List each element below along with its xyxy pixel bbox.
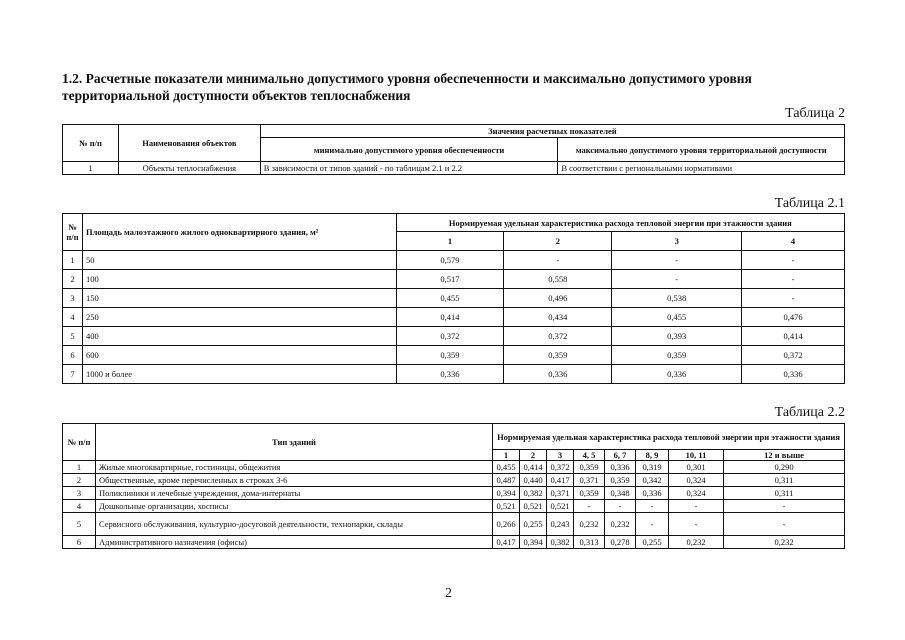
table2-col-min: минимально допустимого уровня обеспеченности: [260, 138, 558, 162]
table21-cell-value: 0,579: [396, 251, 504, 270]
table21-cell-value: 0,372: [504, 327, 612, 346]
table21-floor-2: 2: [504, 232, 612, 251]
table22-cell-value: 0,371: [574, 474, 605, 487]
table22-cell-value: 0,232: [605, 513, 636, 536]
table-row: [63, 289, 845, 308]
table21-cell-area: 150: [82, 289, 396, 308]
table22-cell-num: 5: [63, 513, 96, 536]
table22-cell-value: 0,278: [605, 536, 636, 549]
table22-cell-value: 0,319: [636, 461, 669, 474]
table21-cell-value: 0,496: [504, 289, 612, 308]
table22-floor-header: 2: [520, 450, 547, 461]
table22-cell-value: 0,255: [520, 513, 547, 536]
table22-cell-value: 0,232: [574, 513, 605, 536]
table21-cell-value: 0,393: [612, 327, 742, 346]
table22-cell-value: 0,342: [636, 474, 669, 487]
table21-col-area: Площадь малоэтажного жилого одноквартирного здания, м²: [82, 214, 396, 251]
table21-cell-value: 0,455: [612, 308, 742, 327]
table21-cell-value: 0,558: [504, 270, 612, 289]
table21: [62, 213, 845, 384]
table21-cell-area: 50: [82, 251, 396, 270]
table21-cell-value: 0,336: [612, 365, 742, 384]
table22-cell-value: 0,359: [605, 474, 636, 487]
table21-cell-value: -: [612, 251, 742, 270]
table22-cell-value: 0,301: [669, 461, 724, 474]
table22-cell-value: 0,417: [547, 474, 574, 487]
table22-cell-type: Жилые многоквартирные, гостиницы, общежития: [96, 461, 493, 474]
table21-cell-area: 400: [82, 327, 396, 346]
table22-col-norm: Нормируемая удельная характеристика расхода тепловой энергии при этажности здания: [493, 424, 845, 450]
table22-cell-value: 0,324: [669, 474, 724, 487]
table21-cell-value: -: [742, 270, 845, 289]
table2-col-values: Значения расчетных показателей: [260, 125, 844, 138]
table2-caption: Таблица 2: [785, 106, 845, 121]
table21-floor-1: 1: [396, 232, 504, 251]
table22-cell-value: 0,232: [724, 536, 845, 549]
table21-floor-4: 4: [742, 232, 845, 251]
page-number: 2: [445, 586, 452, 601]
table21-cell-value: 0,538: [612, 289, 742, 308]
table22-cell-value: 0,521: [547, 500, 574, 513]
table21-cell-value: 0,372: [742, 346, 845, 365]
table22-cell-value: -: [636, 500, 669, 513]
table21-cell-value: 0,359: [612, 346, 742, 365]
table-row: [63, 500, 845, 513]
table21-cell-area: 600: [82, 346, 396, 365]
table-row: [63, 474, 845, 487]
table22-cell-value: 0,521: [493, 500, 520, 513]
table22-cell-num: 3: [63, 487, 96, 500]
table22-caption: Таблица 2.2: [774, 405, 845, 420]
table22-cell-type: Общественные, кроме перечисленных в строках 3-6: [96, 474, 493, 487]
table-row: [63, 251, 845, 270]
table22-cell-value: 0,290: [724, 461, 845, 474]
table22-cell-value: 0,255: [636, 536, 669, 549]
table22-cell-value: -: [669, 513, 724, 536]
table21-cell-num: 6: [63, 346, 83, 365]
table22-cell-value: 0,417: [493, 536, 520, 549]
table22-cell-value: 0,311: [724, 474, 845, 487]
table21-cell-value: -: [742, 251, 845, 270]
table22-cell-value: 0,243: [547, 513, 574, 536]
table22-cell-value: -: [636, 513, 669, 536]
table22-cell-value: 0,455: [493, 461, 520, 474]
table22-cell-num: 6: [63, 536, 96, 549]
table22-cell-type: Сервисного обслуживания, культурно-досуговой деятельности, технопарки, склады: [96, 513, 493, 536]
table22-cell-value: 0,487: [493, 474, 520, 487]
table22-cell-num: 1: [63, 461, 96, 474]
table22-cell-value: -: [669, 500, 724, 513]
table2-col-max: максимально допустимого уровня территориальной доступности: [558, 138, 845, 162]
table-row: [63, 513, 845, 536]
table22-col-num: № п/п: [63, 424, 96, 461]
table-row: [63, 536, 845, 549]
table2-cell-num: 1: [63, 162, 119, 175]
table22-floor-header: 12 и выше: [724, 450, 845, 461]
table22-floor-header: 10, 11: [669, 450, 724, 461]
table21-cell-area: 250: [82, 308, 396, 327]
table22-floor-header: 4, 5: [574, 450, 605, 461]
table21-cell-value: 0,336: [396, 365, 504, 384]
table22-cell-num: 4: [63, 500, 96, 513]
table21-cell-value: -: [612, 270, 742, 289]
table21-cell-value: 0,359: [504, 346, 612, 365]
table22-cell-value: 0,394: [493, 487, 520, 500]
table21-cell-value: -: [742, 289, 845, 308]
table-row: [63, 461, 845, 474]
table22-cell-type: Административного назначения (офисы): [96, 536, 493, 549]
table22-cell-value: 0,382: [520, 487, 547, 500]
section-heading: 1.2. Расчетные показатели минимально допустимого уровня обеспеченности и максимально допустимого уровня территориальной доступности объектов теплоснабжения: [62, 71, 752, 103]
table21-cell-num: 5: [63, 327, 83, 346]
table21-cell-value: 0,414: [396, 308, 504, 327]
table21-cell-value: 0,359: [396, 346, 504, 365]
table22-cell-value: 0,440: [520, 474, 547, 487]
table2: [62, 124, 845, 175]
table22-floor-header: 8, 9: [636, 450, 669, 461]
table21-cell-num: 3: [63, 289, 83, 308]
table21-cell-num: 4: [63, 308, 83, 327]
table22-cell-value: 0,336: [605, 461, 636, 474]
table21-cell-num: 1: [63, 251, 83, 270]
table21-cell-num: 2: [63, 270, 83, 289]
table22-cell-value: -: [724, 500, 845, 513]
table22-cell-value: 0,336: [636, 487, 669, 500]
table22: [62, 423, 845, 549]
table-row: [63, 327, 845, 346]
table21-cell-area: 1000 и более: [82, 365, 396, 384]
table2-cell-name: Объекты теплоснабжения: [118, 162, 260, 175]
table21-cell-value: 0,434: [504, 308, 612, 327]
table21-floor-3: 3: [612, 232, 742, 251]
table21-cell-value: 0,517: [396, 270, 504, 289]
table2-cell-max: В соответствии с региональными нормативами: [558, 162, 845, 175]
table21-col-num: № п/п: [63, 214, 83, 251]
table21-cell-value: 0,372: [396, 327, 504, 346]
table22-cell-value: 0,311: [724, 487, 845, 500]
table22-cell-type: Дошкольные организации, хосписы: [96, 500, 493, 513]
table22-cell-value: 0,359: [574, 461, 605, 474]
table21-caption: Таблица 2.1: [774, 196, 845, 211]
table-row: [63, 270, 845, 289]
table21-col-norm: Нормируемая удельная характеристика расхода тепловой энергии при этажности здания: [396, 214, 844, 232]
table22-cell-type: Поликлиники и лечебные учреждения, дома-интернаты: [96, 487, 493, 500]
table22-col-type: Тип зданий: [96, 424, 493, 461]
table22-cell-value: 0,313: [574, 536, 605, 549]
table-row: [63, 308, 845, 327]
table22-floor-header: 3: [547, 450, 574, 461]
table2-cell-min: В зависимости от типов зданий - по таблицам 2.1 и 2.2: [260, 162, 558, 175]
table22-cell-value: 0,359: [574, 487, 605, 500]
table22-floor-header: 1: [493, 450, 520, 461]
table2-col-name: Наименования объектов: [118, 125, 260, 162]
table22-cell-value: -: [605, 500, 636, 513]
table22-cell-value: 0,232: [669, 536, 724, 549]
table21-cell-value: 0,414: [742, 327, 845, 346]
table22-cell-value: 0,371: [547, 487, 574, 500]
table22-cell-value: 0,521: [520, 500, 547, 513]
table21-cell-area: 100: [82, 270, 396, 289]
table22-cell-value: -: [574, 500, 605, 513]
table21-cell-value: 0,336: [504, 365, 612, 384]
table22-cell-value: 0,324: [669, 487, 724, 500]
table22-cell-value: 0,372: [547, 461, 574, 474]
table22-cell-value: -: [724, 513, 845, 536]
table-row: [63, 365, 845, 384]
table21-cell-value: 0,476: [742, 308, 845, 327]
table22-cell-value: 0,394: [520, 536, 547, 549]
table22-cell-value: 0,382: [547, 536, 574, 549]
table22-cell-value: 0,348: [605, 487, 636, 500]
table22-floor-header: 6, 7: [605, 450, 636, 461]
table-row: [63, 162, 845, 175]
table21-cell-value: 0,455: [396, 289, 504, 308]
table21-cell-value: 0,336: [742, 365, 845, 384]
table21-cell-value: -: [504, 251, 612, 270]
table22-cell-value: 0,414: [520, 461, 547, 474]
table21-cell-num: 7: [63, 365, 83, 384]
table-row: [63, 346, 845, 365]
table2-col-num: № п/п: [63, 125, 119, 162]
table22-cell-num: 2: [63, 474, 96, 487]
table-row: [63, 487, 845, 500]
table22-cell-value: 0,266: [493, 513, 520, 536]
